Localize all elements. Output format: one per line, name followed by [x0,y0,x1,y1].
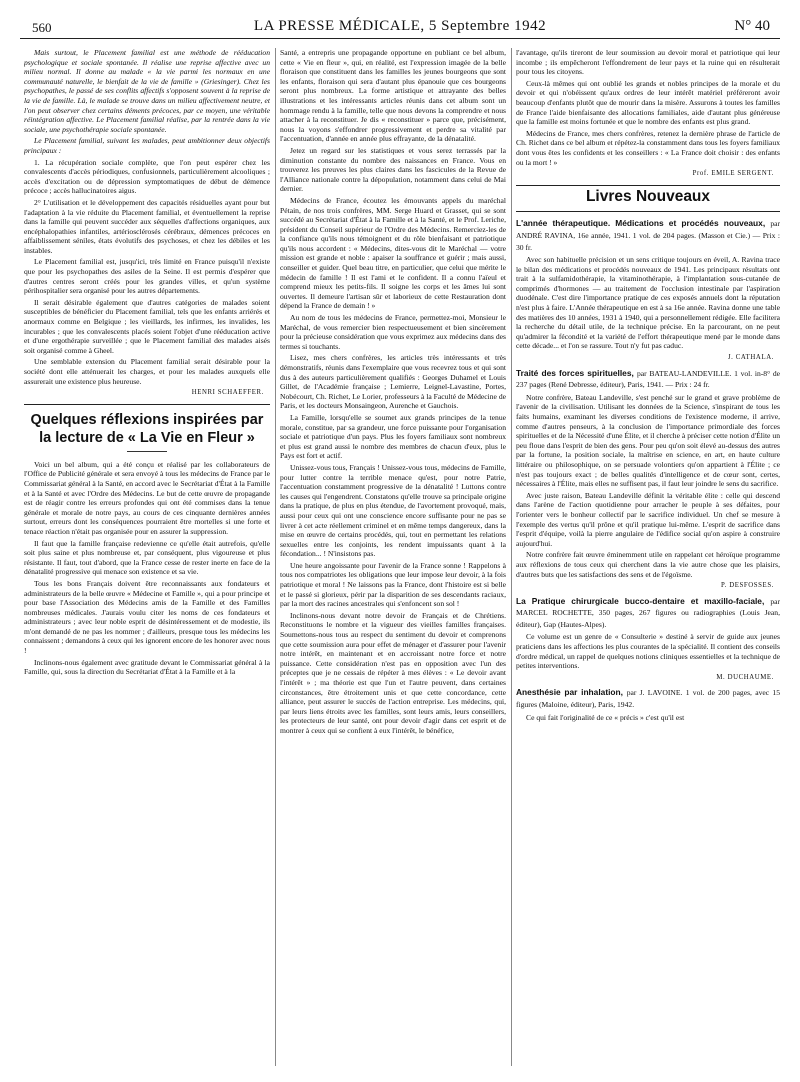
paragraph: l'avantage, qu'ils tireront de leur soumission au devoir moral et patriotique qui leur incombe ; ils empêcheront l'effondrement de leur pays et la ruine qui en résulterait pour tous les citoyens. [516,48,780,77]
paragraph: Une heure angoissante pour l'avenir de la France sonne ! Rappelons à tous nos compatriotes les obligations que leur impose leur devoir, à la fois patriotique et moral ! Ne laissons pas la France, dont l'histoire est si belle et le passé si glorieux, périr par la disparition de ses descendants raciaux, par la mort des racines ancestrales qui s'enfoncent son sol ! [280,560,506,609]
paragraph: Ce qui fait l'originalité de ce « précis » c'est qu'il est [526,712,685,722]
column-2 [280,48,506,1066]
signature: Prof. EMILE SERGENT. [692,170,774,178]
paragraph: Unissez-vous tous, Français ! Unissez-vous tous, médecins de Famille, pour lutter contre la terrible menace qu'est, pour notre Patrie, l'accentuation constamment progressive de la dénatalité ! Luttons contre les causes qui l'engendrent. Constatons qu'elle trouve sa principale origine dans la pratique, de plus en plus étendue, de l'avortement provoqué, mais, aussi pour ceux qui ont une conscience encore suffisante pour ne pas se livrer à cet acte réellement criminel et en même temps dangereux, dans la mise en œuvre de certains procédés, qui, tout en permettant les relations sexuelles entre les conjoints, les rendent impuissants quant à la fécondation... ! N'insistons pas. [280,462,506,559]
paragraph: Médecins de France, mes chers confrères, retenez la dernière phrase de l'article de Ch. Richet dans ce bel album et répétez-la constamment dans tous les foyers familiaux dont vous êtes les confidents et les conseillers : « La France doit choisir : des enfants ou la mort ! » [516,128,780,167]
paragraph: Avec juste raison, Bateau Landeville définit la véritable élite : celle qui descend dans l'arène de l'action quotidienne pour arracher le peuple à ses défaites, pour l'orienter vers le bonheur collectif par le sacrifice individuel. Un chef se mesure à l'exemple des vertus qu'il prône et qu'il pratique lui-même. L'esprit de sacrifice dans l'esprit d'équipe, voilà la pierre angulaire de l'édifice social qu'on aspire à construire aujourd'hui. [516,490,780,548]
book-title-text: L'année thérapeutique. Médications et procédés nouveaux, [516,218,766,229]
column-divider [511,48,512,1066]
paragraph: Notre confrère fait œuvre éminemment utile en rappelant cet héroïque programme aux réflexions de tous ceux qui cherchent dans la vie autre chose que les plaisirs, d'autres buts que les satisfactions des sens et de l'égoïsme. [516,550,780,579]
section-rule [24,404,270,405]
book-title-text: Traité des forces spirituelles, [516,367,634,378]
paragraph: Jetez un regard sur les statistiques et vous serez terrassés par la diminution constante du nombre des naissances en France. Vous en trouverez les preuves les plus claires dans les fascicules de la Revue de l'Alliance nationale contre la dépopulation, notamment dans celui de Mai dernier. [280,145,506,194]
paragraph: Inclinons-nous également avec gratitude devant le Commissariat général à la Famille, qui, sous la direction du Secrétariat d'État à la Famille et à la [24,657,270,677]
book-review [516,368,780,591]
paragraph: Une semblable extension du Placement familial serait désirable pour la société dont elle atténuerait les charges, et pour les malades auxquels elle assurerait une existence plus heureuse. [24,357,270,386]
book-meta: par MARCEL ROCHETTE, 350 pages, 267 figures ou radiographies (Louis Jean, éditeur), Gap (Hautes-Alpes). [516,596,780,629]
book-title [516,368,780,391]
journal-title: LA PRESSE MÉDICALE, 5 Septembre 1942 [253,18,547,34]
paragraph: Voici un bel album, qui a été conçu et réalisé par les collaborateurs de l'Office de Publicité générale et sera envoyé à tous les médecins de France par le Commissariat général à la Santé, en accord avec le Secrétariat d'État à la Famille et à la Santé et avec l'Ordre des Médecins. Le but de cette œuvre de propagande est de réagir contre les erreurs profondes qui ont été commises dans la tenue générale et morale de notre pays, au cours de ces cinquante dernières années surtout, erreurs dont les conséquences pourraient être mortelles si une forte et tenace réaction n'était pas organisée pour en assurer la suppression. [24,459,270,536]
paragraph: Lisez, mes chers confrères, les articles très intéressants et très démonstratifs, réunis dans l'exemplaire que vous recevrez tous et qui sont dus à des auteurs particulièrement qualifiés : Georges Duhamel et Louis Gillet, de l'Académie française ; Lemierre, Leignel-Lavastine, Portes, Nobécourt, Ch. Richet, Le Lorier, professeurs à la Faculté de Médecine de Paris, et les docteurs Monsaingeon, Aurenche et Gauchois. [280,353,506,411]
signature: M. DUCHAUME. [716,673,774,681]
book-title-text: Anesthésie par inhalation, [516,687,623,698]
paragraph: Il faut que la famille française redevienne ce qu'elle était autrefois, qu'elle soit plus saine et plus nombreuse et, par conséquent, plus vigoureuse et plus résistante. Il faut, tout d'abord, que la France cesse de rester inerte en face de la dénatalité progressive qui menace son existence et sa vie. [24,538,270,577]
book-title [516,596,780,631]
column-divider [275,48,276,1066]
section-rule [516,185,780,186]
title-rule [127,451,167,452]
column-3 [516,48,780,1066]
book-review [516,218,780,362]
book-meta: par BATEAU-LANDEVILLE. 1 vol. in-8° de 237 pages (René Debresse, éditeur), Paris, 1941. — Prix : 24 fr. [516,368,780,390]
paragraph: La Famille, lorsqu'elle se soumet aux grands principes de la tenue morale, constitue, par sa grandeur, une force puissante pour l'organisation sociale et patriotique d'un pays. Plus les foyers familiaux sont nombreux et plus est grand aussi le nombre des membres de chacun d'eux, plus le Pays est fort et actif. [280,412,506,461]
book-title [516,687,780,710]
page-header [20,12,780,39]
paragraph: Il serait désirable également que d'autres catégories de malades soient susceptibles de bénéficier du Placement familial, tels que les enfants arriérés et anormaux comme en Belgique ; les vieillards, les infirmes, les invalides, les incurables ; que les convalescents placés soient l'objet d'une rééducation active et d'une ergothérapie surveillée ; que le Placement familial des malades aisés soit organisé comme à Gheel. [24,297,270,355]
paragraph: Mais surtout, le Placement familial est une méthode de rééducation psychologique et sociale spontanée. Il réalise une reprise affective avec un milieu normal. Il donne au malade « la vie parmi les normaux en une communauté naturelle, le bienfait de la vie de famille » (Griesinger). Chez les psychopathes, le passé de ses conflits affectifs s'opposent souvent à la reprise de la vie de famille. Là, le malade se trouve dans un milieu affectivement neutre, et l'on peut observer chez certains déments précoces, par ce moyen, une véritable réintégration affective. Le Placement familial réalise, par la rentrée dans la vie sociale, une psychothérapie sociale spontanée. [24,48,270,134]
book-title-text: La Pratique chirurgicale bucco-dentaire et maxillo-faciale, [516,595,765,606]
paragraph: Médecins de France, écoutez les émouvants appels du maréchal Pétain, de nos trois confrères, MM. Serge Huard et Grasset, qui se sont succédé au Secrétariat d'État à la Famille et à la Santé, et le Prof. Leriche, président du Conseil supérieur de l'Ordre des Médecins. Remerciez-les de la confiance qu'ils nous témoignent et du rôle bienfaisant et patriotique qu'ils nous accordent : « Médecins, dites-vous dit le Maréchal — votre mission est grande et noble : apaiser la souffrance et guérir ; mais aussi, conseiller et guider. Quel beau titre, en particulier, que celui que mérite le médecin de famille ! Il est l'ami et le confident. Il a connu l'aïeul et comprend mieux les petits-fils. Il soigne les corps et les âmes lui sont ouvertes. Il demeure l'artisan sûr et laborieux de cette Restauration dont dépend la France de demain ! » [280,195,506,311]
book-review [516,687,780,722]
column-1 [24,48,270,1066]
paragraph: 1. La récupération sociale complète, que l'on peut espérer chez les convalescents d'accès périodiques, confusionnels, particulièrement alcooliques ; accès d'excitation ou de dépression symptomatiques de début de démence précoce ; accès hallucinatoires aigus. [24,157,270,196]
article-title: Quelques réflexions inspirées par la lecture de « La Vie en Fleur » [30,411,264,446]
signature: P. DESFOSSES. [721,582,774,590]
section-rule [516,211,780,212]
paragraph: Ce volume est un genre de « Consulterie » destiné à servir de guide aux jeunes praticiens dans les affections les plus courantes de la spécialité. Il contient des conseils d'ordre médical, un rappel de quelques notions cliniques essentielles et la technique de petites interventions. [516,632,780,671]
book-title [516,218,780,253]
book-meta: par ANDRÉ RAVINA, 16e année, 1941. 1 vol. de 204 pages. (Masson et Cie.) — Prix : 30 fr. [516,219,780,252]
paragraph: Le Placement familial est, jusqu'ici, très limité en France puisqu'il n'existe que pour les psychopathes des asiles de la Seine. Il est permis d'espérer que d'autres centres seront créés pour les grandes villes, et qu'un système périhospitalier sera organisé pour les autres départements. [24,257,270,296]
paragraph: 2° L'utilisation et le développement des capacités résiduelles ayant pour but l'adaptation à la vie réduite du Placement familial, et éventuellement la reprise dans la famille qui peuvent succéder aux séquelles d'affections organiques, aux encéphalopathies infantiles, artériosclérosés cérébraux, démences précoces en affaiblissement séniles, états évolutifs des psychoses, et chez les débiles et les instables. [24,197,270,255]
book-meta: par J. LAVOINE. 1 vol. de 200 pages, avec 15 figures (Maloine, éditeur), Paris, 1942. [516,688,780,710]
signature: J. CATHALA. [727,354,774,362]
paragraph: Santé, a entrepris une propagande opportune en publiant ce bel album, cette « Vie en fleur », qui, en réalité, est l'expression imagée de la belle floraison que constituent dans les familles les jeunes bourgeons que sont les enfants, floraison qui sera d'autant plus épanouie que ces bourgeons seront plus nombreux. La forme artistique et attrayante des belles illustrations et les intéressants articles réunis dans cet album sont un hommage rendu à la famille, telle que nous devons la comprendre et nous attacher à la reconstituer. Je dis « reconstituer » parce que, précisément, nous la voyons s'effondrer progressivement et perdre sa vitalité par l'accentuation, d'année en année plus effrayante, de la dénatalité. [280,48,506,144]
paragraph: Notre confrère, Bateau Landeville, s'est penché sur le grand et grave problème de l'avenir de la civilisation. Utilisant les données de la Science, s'inspirant de tous les faits humains, examinant les diverses conditions de l'existence moderne, il arrive, comme d'autres penseurs, à la conclusion de l'importance primordiale des forces spirituelles et de la Nécessité d'une Élite, et il cherche à préciser cette notion d'Élite un peu floue dans l'esprit de bien des gens. Pour peu qu'on soit élevé au-dessus des autres par la fortune, la position sociale, la maîtrise en science, en art, en haute culture littéraire ou philosophique, on se persuade volontiers qu'on appartient à l'Élite ; ce n'est pas toujours exact ; de belles qualités d'intelligence et de cœur sont, certes, nécessaires à l'Élite, mais elles ne suffisent pas, il faut leur joindre le sens du sacrifice. [516,392,780,489]
section-title: Livres Nouveaux [585,187,711,205]
paragraph: Inclinons-nous devant notre devoir de Français et de Chrétiens. Reconstituons le nombre et la vigueur des vieilles familles françaises. Soumettons-nous tous au respect du sentiment du devoir et comprenons que cette soumission aura pour effet de ménager et d'assurer pour l'avenir notre intérêt, en maintenant et en accroissant notre force et notre puissance. Cette considération n'est pas en opposition avec l'un des préceptes que je ne cessais de répéter à mes élèves : « Le devoir avant l'intérêt » ; ma théorie est que l'un et l'autre peuvent, dans certaines circonstances, être étroitement unis et que cette concordance, cette alliance, peut assurer le succès de l'action entreprise. Les médecins, qui, par leurs liens étroits avec les familles, sont leurs amis, leurs conseillers, les protecteurs de leur santé, ont pour devoir d'agir dans cet esprit et de montrer à ceux qui se confient à eux l'intérêt, le bénéfice, [280,610,506,735]
paragraph: Avec son habituelle précision et un sens critique toujours en éveil, A. Ravina trace le bilan des médications et procédés nouveaux de 1941. Les principaux résultats ont trait à la sulfamidothérapie, la vitaminothérapie, à l'implantation sous-cutanée de comprimés d'hormones — au traitement de l'occlusion intestinale par l'aspiration duodénale. C'est dire l'importance pratique de ces exposés annuels dont la réputation n'est plus à faire. L'Année thérapeutique en est à sa 16e année. Ravina donne une table des matières des 10 années, 1931 à 1940, qui a personnellement rédigée. Elle facilitera la recherche du détail utile, de la technique précise. En la parcourant, on ne peut qu'admirer la fécondité et la variété de l'effort thérapeutique mené par le monde dans cette décade... et l'on se rassure. Tout n'y fut pas caduc. [516,255,780,351]
paragraph: Tous les bons Français doivent être reconnaissants aux fondateurs et administrateurs de la belle œuvre « Médecine et Famille », qui a pour principe et pour base l'Association des Médecins amis de la Famille et des Familles nombreuses médicales. J'aurais voulu citer les noms de ces fondateurs et administrateurs ; avec leur noble esprit de désintéressement et de modestie, ils m'ont demandé de ne pas les nommer ; d'ailleurs, presque tous les médecins les connaissent ; demandons à ceux qui les ignorent encore de les honorer avec nous ! [24,578,270,656]
page-number: 560 [32,20,52,35]
paragraph: Ceux-là mêmes qui ont oublié les grands et nobles principes de la morale et du devoir et qui n'obéissent qu'aux ordres de leur intérêt matériel préféreront avoir beaucoup d'enfants plutôt que de mourir dans la misère. Assurons à toutes les familles de France l'aide bienfaisante des allocations familiales, aide d'autant plus généreuse que la famille est moins fortunée et que le nombre des enfants est plus grand. [516,78,780,127]
paragraph: Au nom de tous les médecins de France, permettez-moi, Monsieur le Maréchal, de vous remercier bien respectueusement et bien sincèrement pour la précieuse considération que vous exprimez aux médecins dans des termes si touchants. [280,313,506,351]
issue-number: N° 40 [734,18,770,34]
signature: HENRI SCHAEFFER. [191,389,264,397]
paragraph: Le Placement familial, suivant les malades, peut ambitionner deux objectifs principaux : [24,136,270,155]
book-review [516,596,780,683]
